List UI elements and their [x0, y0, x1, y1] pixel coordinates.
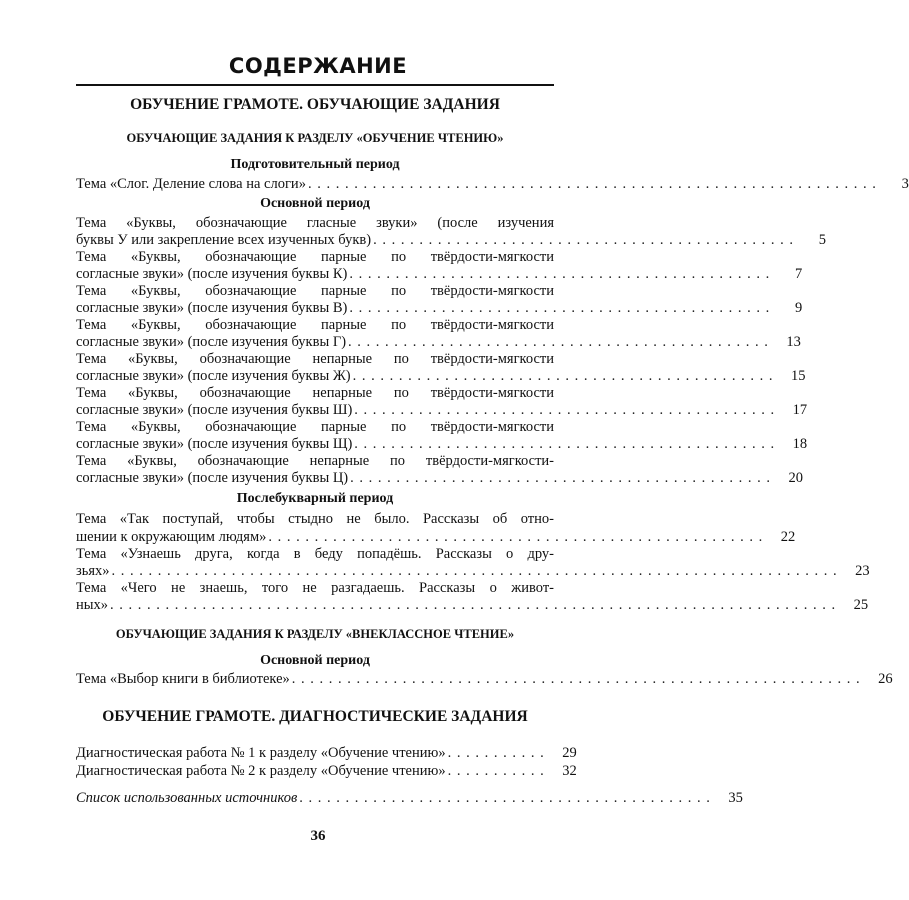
- toc-entry[interactable]: [76, 670, 893, 688]
- entry-text: Диагностическая работа № 2 к разделу «Обучение чтению»: [76, 763, 446, 779]
- leader-dots: . . . . . . . . . . . . . . . . . . . . . . . . . . . . . . . . . . . . . . . . . . . . . . . . . . . . . . . . . . . . . . . . . . . . . . . . . . . . . . .: [111, 563, 838, 579]
- leader-dots: . . . . . . . . . . .: [447, 763, 545, 779]
- entry-line-1: Тема «Чего не знаешь, того не разгадаешь. Рассказы о живот-: [76, 580, 554, 596]
- entry-page: 32: [562, 763, 577, 779]
- entry-page: 5: [818, 232, 826, 248]
- entry-page: 29: [562, 745, 577, 761]
- entry-page: 26: [878, 671, 893, 687]
- leader-dots: . . . . . . . . . . . . . . . . . . . . . . . . . . . . . . . . . . . . . . . . . . . . . .: [354, 402, 776, 418]
- entry-text: согласные звуки» (после изучения буквы Г): [76, 334, 347, 350]
- title-underline: [76, 84, 554, 86]
- entry-page: 3: [901, 176, 909, 192]
- entry-text: согласные звуки» (после изучения буквы Ж): [76, 368, 351, 384]
- entry-line-1: Тема «Буквы, обозначающие непарные по твёрдости-мягкости: [76, 385, 554, 401]
- subsection-title-extracurricular: ОБУЧАЮЩИЕ ЗАДАНИЯ К РАЗДЕЛУ «ВНЕКЛАССНОЕ ЧТЕНИЕ»: [115, 627, 515, 641]
- period-heading-main: Основной период: [260, 196, 370, 211]
- entry-page: 22: [780, 529, 796, 545]
- toc-entry[interactable]: [76, 789, 743, 807]
- entry-text: согласные звуки» (после изучения буквы Щ): [76, 436, 353, 452]
- entry-page: 7: [794, 266, 803, 282]
- leader-dots: . . . . . . . . . . . . . . . . . . . . . . . . . . . . . . . . . . . . . . . . . . . . . .: [349, 266, 771, 282]
- leader-dots: . . . . . . . . . . . . . . . . . . . . . . . . . . . . . . . . . . . . . . . . . . . . . .: [350, 470, 771, 486]
- entry-line-2: [76, 265, 803, 283]
- subsection-title-reading: ОБУЧАЮЩИЕ ЗАДАНИЯ К РАЗДЕЛУ «ОБУЧЕНИЕ ЧТЕНИЮ»: [126, 131, 504, 145]
- entry-line-2: [76, 435, 808, 453]
- page-title: СОДЕРЖАНИЕ: [228, 54, 408, 78]
- entry-page: 35: [728, 790, 743, 806]
- entry-text: ных»: [76, 597, 109, 613]
- leader-dots: . . . . . . . . . . .: [447, 745, 545, 761]
- entry-line-1: Тема «Буквы, обозначающие парные по твёрдости-мягкости: [76, 317, 554, 333]
- entry-line-2: [76, 231, 826, 249]
- entry-page: 20: [788, 470, 803, 486]
- entry-line-2: [76, 333, 801, 351]
- period-heading-post: Послебукварный период: [236, 491, 394, 506]
- entry-line-2: [76, 401, 808, 419]
- entry-text: зьях»: [76, 563, 110, 579]
- entry-line-2: [76, 562, 870, 580]
- section-title-diagnostics: ОБУЧЕНИЕ ГРАМОТЕ. ДИАГНОСТИЧЕСКИЕ ЗАДАНИЯ: [102, 708, 528, 725]
- entry-page: 17: [792, 402, 808, 418]
- leader-dots: . . . . . . . . . . . . . . . . . . . . . . . . . . . . . . . . . . . . . . . . . . . . . . . . . . . . . . . . . . . . . .: [307, 176, 877, 192]
- entry-text: согласные звуки» (после изучения буквы Ш): [76, 402, 353, 418]
- entry-line-1: Тема «Узнаешь друга, когда в беду попадёшь. Рассказы о дру-: [76, 546, 554, 562]
- entry-text: согласные звуки» (после изучения буквы К): [76, 266, 348, 282]
- leader-dots: . . . . . . . . . . . . . . . . . . . . . . . . . . . . . . . . . . . . . . . . . . . . . .: [354, 436, 776, 452]
- entry-text: согласные звуки» (после изучения буквы В): [76, 300, 348, 316]
- leader-dots: . . . . . . . . . . . . . . . . . . . . . . . . . . . . . . . . . . . . . . . . . . . . . .: [373, 232, 794, 248]
- leader-dots: . . . . . . . . . . . . . . . . . . . . . . . . . . . . . . . . . . . . . . . . . . . . . . . . . . . . . .: [268, 529, 764, 545]
- entry-text: буквы У или закрепление всех изученных букв): [76, 232, 372, 248]
- page-number: 36: [310, 828, 326, 844]
- entry-line-2: [76, 596, 869, 614]
- entry-text: согласные звуки» (после изучения буквы Ц): [76, 470, 349, 486]
- entry-line-2: [76, 469, 803, 487]
- entry-line-2: [76, 299, 803, 317]
- toc-entry[interactable]: [76, 744, 577, 762]
- entry-page: 23: [855, 563, 870, 579]
- entry-text: Список использованных источников: [76, 790, 298, 806]
- entry-page: 25: [853, 597, 869, 613]
- period-heading-main-2: Основной период: [260, 653, 370, 668]
- leader-dots: . . . . . . . . . . . . . . . . . . . . . . . . . . . . . . . . . . . . . . . . . . . . . .: [352, 368, 774, 384]
- entry-page: 9: [794, 300, 803, 316]
- entry-page: 13: [786, 334, 801, 350]
- entry-line-1: Тема «Буквы, обозначающие непарные по твёрдости-мягкости: [76, 351, 554, 367]
- leader-dots: . . . . . . . . . . . . . . . . . . . . . . . . . . . . . . . . . . . . . . . . . . . . . .: [349, 300, 771, 316]
- entry-line-1: Тема «Буквы, обозначающие парные по твёрдости-мягкости: [76, 283, 554, 299]
- entry-page: 15: [791, 368, 806, 384]
- entry-line-1: Тема «Буквы, обозначающие гласные звуки» (после изучения: [76, 215, 554, 231]
- entry-text: Диагностическая работа № 1 к разделу «Обучение чтению»: [76, 745, 446, 761]
- entry-line-1: Тема «Буквы, обозначающие парные по твёрдости-мягкости: [76, 419, 554, 435]
- entry-line-1: Тема «Буквы, обозначающие парные по твёрдости-мягкости: [76, 249, 554, 265]
- entry-line-1: Тема «Буквы, обозначающие непарные по твёрдости-мягкости-: [76, 453, 554, 469]
- leader-dots: . . . . . . . . . . . . . . . . . . . . . . . . . . . . . . . . . . . . . . . . . . . . . . . . . . . . . . . . . . . . . .: [291, 671, 861, 687]
- entry-text: Тема «Выбор книги в библиотеке»: [76, 671, 290, 687]
- leader-dots: . . . . . . . . . . . . . . . . . . . . . . . . . . . . . . . . . . . . . . . . . . . . .: [299, 790, 711, 806]
- entry-text: шении к окружающим людям»: [76, 529, 267, 545]
- entry-line-2: [76, 528, 796, 546]
- toc-entry[interactable]: [76, 175, 909, 193]
- entry-line-1: Тема «Так поступай, чтобы стыдно не было. Рассказы об отно-: [76, 511, 554, 527]
- period-heading-prep: Подготовительный период: [230, 157, 400, 172]
- toc-entry[interactable]: [76, 762, 577, 780]
- entry-text: Тема «Слог. Деление слова на слоги»: [76, 176, 306, 192]
- leader-dots: . . . . . . . . . . . . . . . . . . . . . . . . . . . . . . . . . . . . . . . . . . . . . .: [348, 334, 769, 350]
- section-title-training: ОБУЧЕНИЕ ГРАМОТЕ. ОБУЧАЮЩИЕ ЗАДАНИЯ: [130, 96, 500, 113]
- leader-dots: . . . . . . . . . . . . . . . . . . . . . . . . . . . . . . . . . . . . . . . . . . . . . . . . . . . . . . . . . . . . . . . . . . . . . . . . . . . . . . .: [110, 597, 837, 613]
- entry-line-2: [76, 367, 806, 385]
- entry-page: 18: [792, 436, 808, 452]
